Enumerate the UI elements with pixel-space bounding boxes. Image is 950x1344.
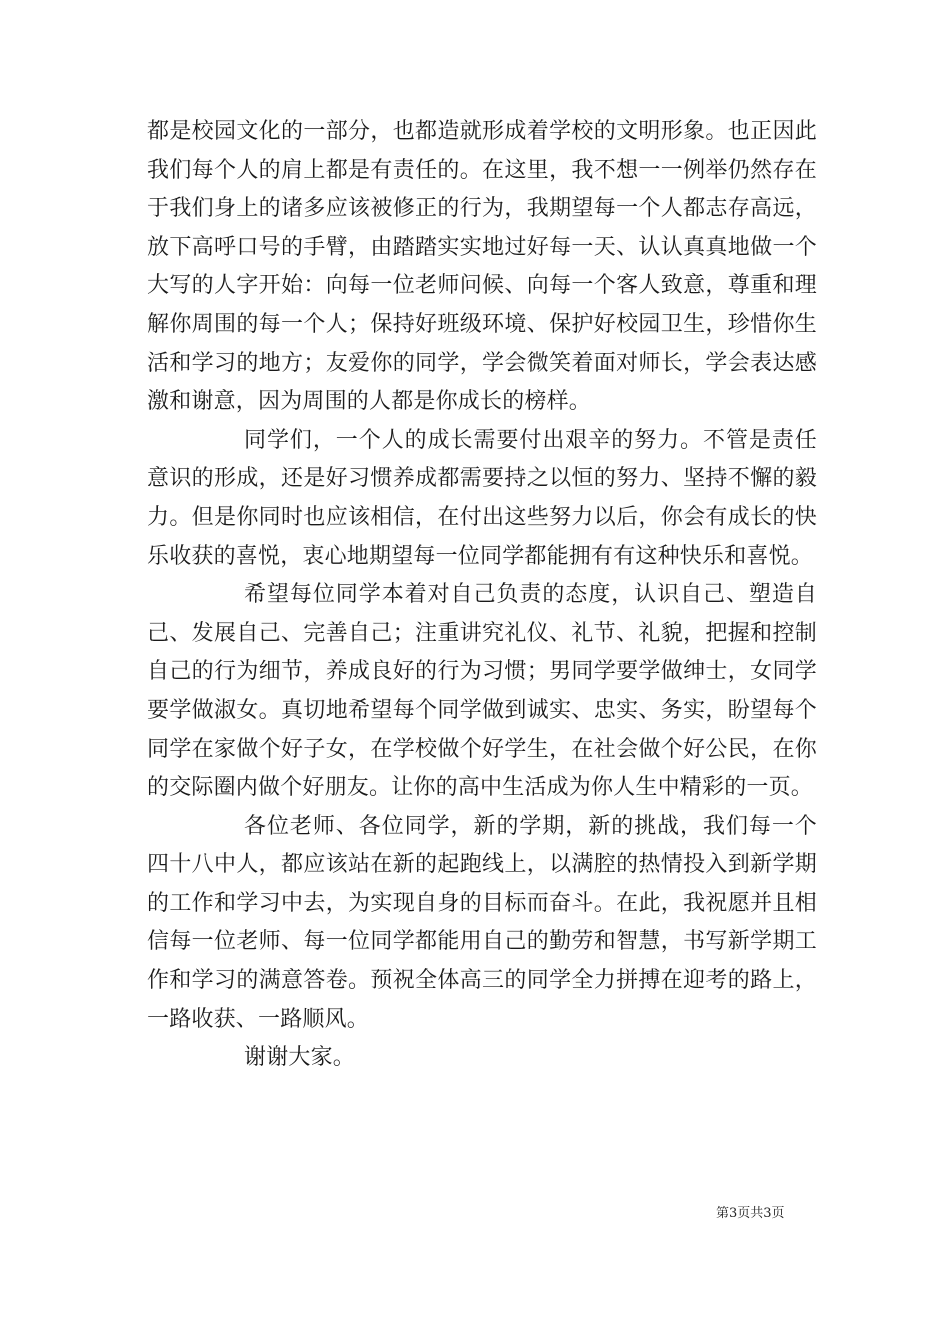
closing-thanks: 谢谢大家。 (244, 1045, 356, 1071)
page-number-footer: 第3页共3页 (716, 1206, 785, 1221)
paragraph-3: 希望每位同学本着对自己负责的态度，认识自己、塑造自己、发展自己、完善自己；注重讲究礼仪、礼节、礼貌，把握和控制自己的行为细节，养成良好的行为习惯；男同学要学做绅士，女同学要学做淑女。真切地希望每个同学做到诚实、忠实、务实，盼望每个同学在家做个好子女，在学校做个好学生，在社会做个好公民，在你的交际圈内做个好朋友。让你的高中生活成为你人生中精彩的一页。 (147, 582, 817, 801)
paragraph-1: 都是校园文化的一部分，也都造就形成着学校的文明形象。也正因此我们每个人的肩上都是有责任的。在这里，我不想一一例举仍然存在于我们身上的诸多应该被修正的行为，我期望每一个人都志存高远，放下高呼口号的手臂，由踏踏实实地过好每一天、认认真真地做一个大写的人字开始：向每一位老师问候、向每一个客人致意，尊重和理解你周围的每一个人；保持好班级环境、保护好校园卫生，珍惜你生活和学习的地方；友爱你的同学，学会微笑着面对师长，学会表达感激和谢意，因为周围的人都是你成长的榜样。 (147, 119, 817, 415)
document-body (147, 113, 817, 1078)
paragraph-4: 各位老师、各位同学，新的学期，新的挑战，我们每一个四十八中人，都应该站在新的起跑线上，以满腔的热情投入到新学期的工作和学习中去，为实现自身的目标而奋斗。在此，我祝愿并且相信每一位老师、每一位同学都能用自己的勤劳和智慧，书写新学期工作和学习的满意答卷。预祝全体高三的同学全力拼搏在迎考的路上，一路收获、一路顺风。 (147, 813, 817, 1032)
paragraph-2: 同学们，一个人的成长需要付出艰辛的努力。不管是责任意识的形成，还是好习惯养成都需要持之以恒的努力、坚持不懈的毅力。但是你同时也应该相信，在付出这些努力以后，你会有成长的快乐收获的喜悦，衷心地期望每一位同学都能拥有有这种快乐和喜悦。 (147, 427, 817, 569)
